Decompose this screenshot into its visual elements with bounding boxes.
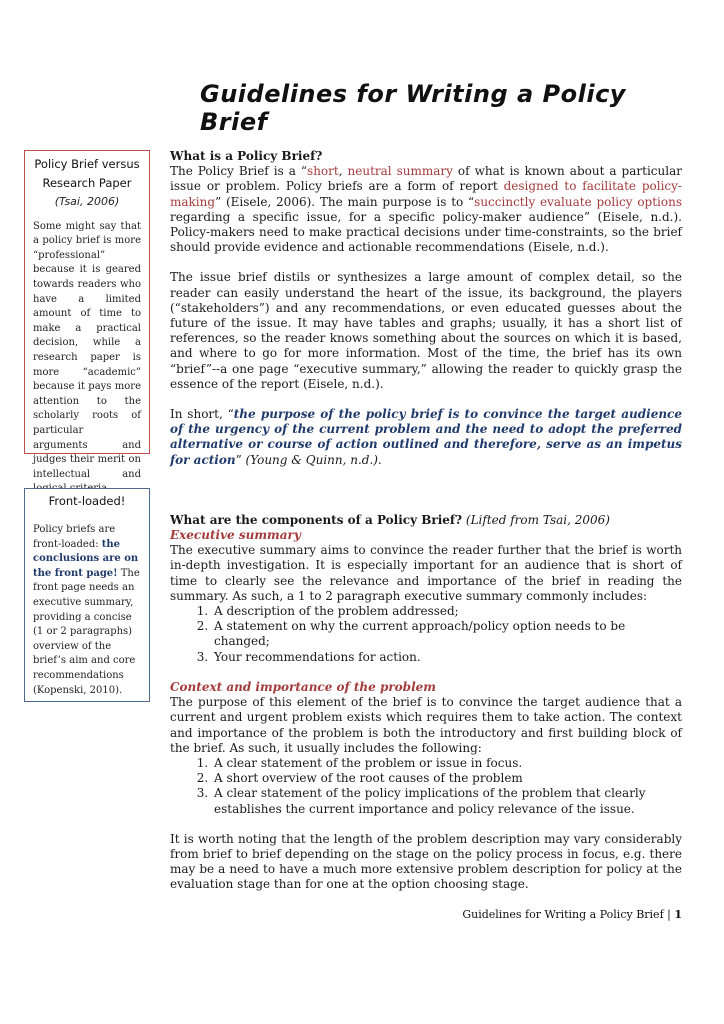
exec-summary-list bbox=[170, 604, 682, 665]
p1-red-short: short bbox=[307, 164, 339, 179]
sidebar-box-front-loaded bbox=[24, 488, 150, 702]
closing-paragraph: It is worth noting that the length of the problem description may vary considerably from brief to brief depending on the stage on the policy process in focus, e.g. there may be a need to have a much more extensive problem description for policy at the evaluation stage than for one at the option choosing stage. bbox=[170, 831, 682, 892]
p1-text-4: ” (Eisele, 2006). The main purpose is to “ bbox=[215, 194, 475, 209]
box2-heading: Front-loaded! bbox=[48, 494, 126, 508]
box2-body bbox=[25, 523, 149, 698]
exec-summary-heading: Executive summary bbox=[170, 528, 301, 543]
page-number: 1 bbox=[674, 908, 682, 921]
exec-summary-text: The executive summary aims to convince the reader further that the brief is worth in-depth investigation. It is especially important for an audience that is short of time to clearly see the relevance and importance of the brief in reading the summary. As such, a 1 to 2 paragraph executive summary commonly includes: bbox=[170, 543, 682, 603]
p3-close-quote: ” bbox=[235, 452, 246, 467]
section2-source: (Lifted from Tsai, 2006) bbox=[462, 512, 610, 527]
main-content bbox=[170, 149, 682, 893]
list-item: 3. A clear statement of the policy implications of the problem that clearly establishes the current importance and policy relevance of the issue. bbox=[212, 786, 682, 816]
list-item: 2. A short overview of the root causes of the problem bbox=[212, 771, 682, 786]
p1-text-3: of what is known about a particular issue or problem. Policy briefs are a form of report bbox=[170, 164, 682, 194]
list-item: 3. Your recommendations for action. bbox=[212, 650, 682, 665]
section1-question: What is a Policy Brief? bbox=[170, 149, 323, 163]
list-item: 2. A statement on why the current approach/policy option needs to be changed; bbox=[212, 619, 682, 649]
p3-emphasis: the purpose of the policy brief is to convince the target audience of the urgency of the current problem and the need to adopt the preferred alternative or course of action outlined and therefore, serve as an impetus for action bbox=[170, 407, 682, 467]
box2-body-after: The front page needs an executive summary, providing a concise (1 or 2 paragraphs) overview of the brief’s aim and core recommendations (Kopenski, 2010). bbox=[33, 567, 140, 696]
p1-text-5: regarding a specific issue, for a specific policy-maker audience” (Eisele, n.d.). Policy-makers need to make practical decisions under time-constraints, so the brief should provide evidence and actionable recommendations (Eisele, n.d.). bbox=[170, 209, 682, 255]
box1-citation: (Tsai, 2006) bbox=[54, 195, 120, 208]
p3-end: . bbox=[377, 452, 382, 467]
p1-red-designed: designed to facilitate policy-making bbox=[170, 179, 682, 209]
section1-paragraph2: The issue brief distils or synthesizes a large amount of complex detail, so the reader can easily understand the heart of the issue, its background, the players (“stakeholders”) and any recommendations, or even educated guesses about the future of the issue. It may have tables and graphs; usually, it has a short list of references, so the reader knows something about the sources on which it is based, and where to go for more information. Most of the time, the brief has its own “brief”--a one page “executive summary,” allowing the reader to quickly grasp the essence of the report (Eisele, n.d.). bbox=[170, 270, 682, 391]
context-text: The purpose of this element of the brief is to convince the target audience that a current and urgent problem exists which requires them to take action. The context and importance of the problem is both the introductory and first building block of the brief. As such, it usually includes the following: bbox=[170, 695, 682, 755]
box2-body-before: Policy briefs are front-loaded: bbox=[33, 524, 116, 550]
sidebar-box-policy-vs-research bbox=[24, 150, 150, 480]
page-title: Guidelines for Writing a Policy Brief bbox=[200, 80, 626, 136]
section2-question-line bbox=[170, 513, 682, 528]
section1-paragraph3 bbox=[170, 407, 682, 468]
context-heading: Context and importance of the problem bbox=[170, 679, 436, 694]
box2-highlight: the conclusions are on the front page! bbox=[33, 538, 139, 579]
context-list bbox=[170, 756, 682, 817]
p1-text-2: , bbox=[338, 164, 348, 179]
p1-red-succinctly: succinctly evaluate policy options bbox=[474, 194, 682, 209]
box1-body: Some might say that a policy brief is more “professional” because it is geared towards readers who have a limited amount of time to make a practical decision, while a research paper is more “academic” because it pays more attention to the scholarly roots of particular arguments and judges their merit on intellectual and bbox=[33, 220, 141, 480]
section1-paragraph1 bbox=[170, 164, 682, 255]
p3-citation: (Young & Quinn, n.d.) bbox=[245, 452, 378, 467]
p1-red-neutral-summary: neutral summary bbox=[347, 164, 453, 179]
p3-lead: In short, “ bbox=[170, 407, 234, 422]
list-item: 1. A clear statement of the problem or issue in focus. bbox=[212, 756, 682, 771]
section2-question: What are the components of a Policy Brief? bbox=[170, 512, 463, 527]
box1-heading-line1: Policy Brief versus bbox=[34, 157, 140, 171]
p1-text-1: The Policy Brief is a “ bbox=[170, 164, 308, 179]
footer-text: Guidelines for Writing a Policy Brief | bbox=[462, 908, 675, 921]
box1-heading-line2: Research Paper bbox=[42, 176, 132, 190]
list-item: 1. A description of the problem addressed; bbox=[212, 604, 682, 619]
page-footer bbox=[462, 908, 682, 921]
